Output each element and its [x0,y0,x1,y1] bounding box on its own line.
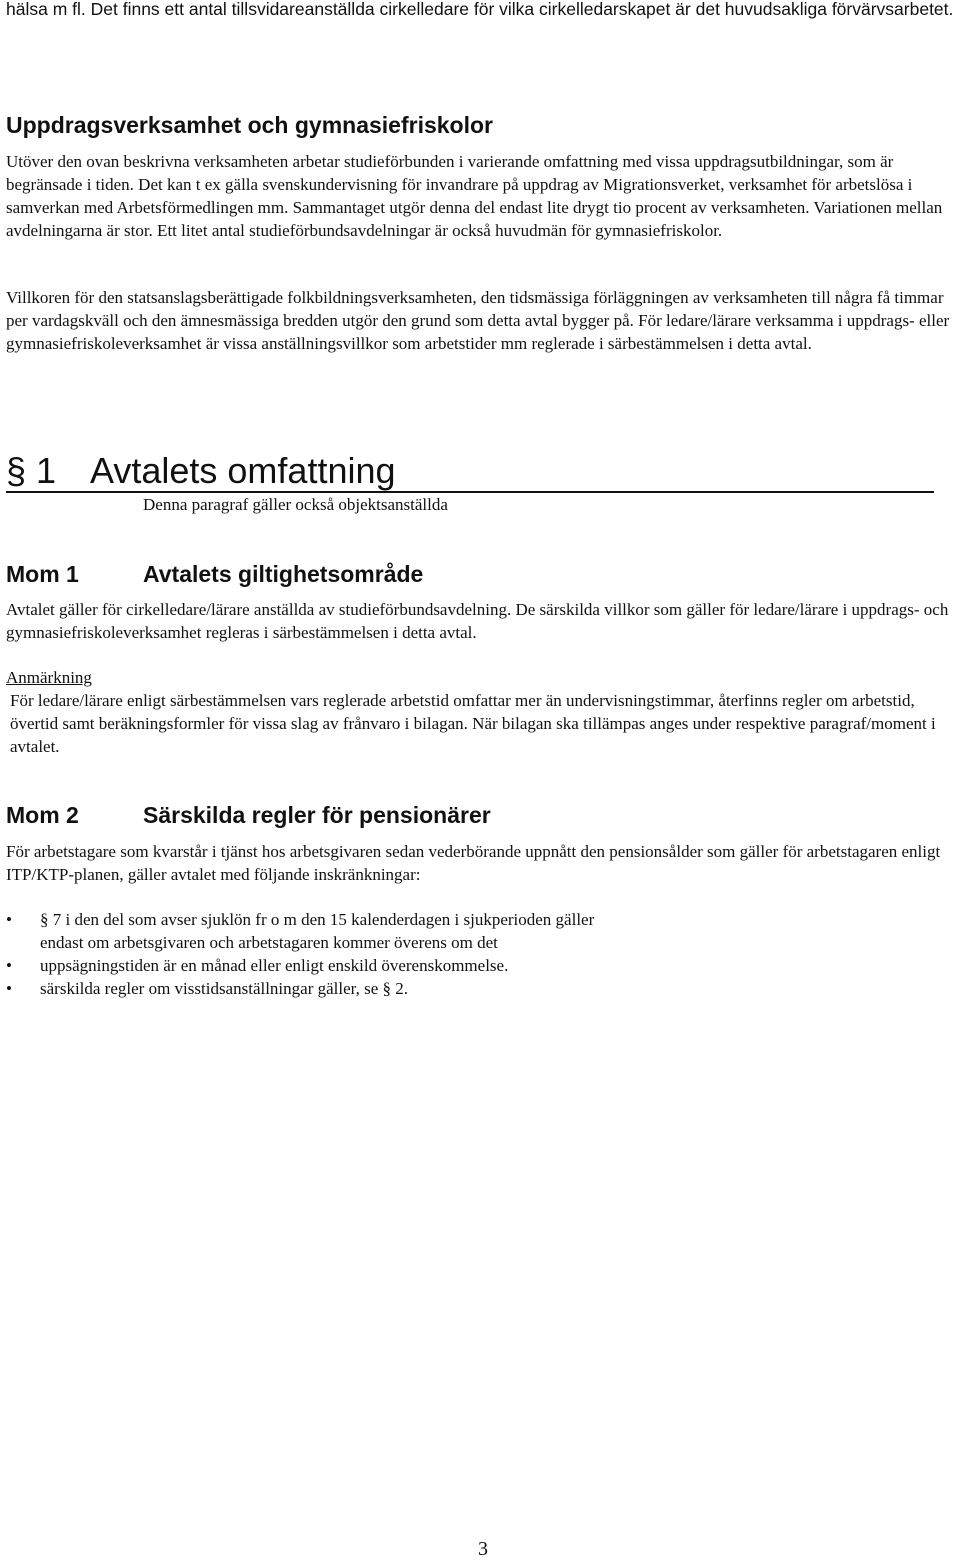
mom-label: Mom 2 [6,802,79,828]
restrictions-list [6,908,706,1000]
mom-title: Särskilda regler för pensionärer [143,802,491,828]
note-label: Anmärkning [6,668,92,687]
paragraph-heading [6,451,934,493]
section-heading: Uppdragsverksamhet och gymnasiefriskolor [6,112,493,138]
intro-paragraph: hälsa m fl. Det finns ett antal tillsvidareanställda cirkelledare för vilka cirkelledarskapet är det huvudsakliga förvärvsarbetet. [6,0,954,19]
paragraph-number: § 1 [6,450,57,491]
list-item-text: särskilda regler om visstidsanställningar gäller, se § 2. [40,979,409,998]
bullet-icon: • [6,979,12,998]
paragraph-title: Avtalets omfattning [90,450,396,491]
bullet-icon: • [6,956,12,975]
mom-title: Avtalets giltighetsområde [143,561,424,587]
note-text: För ledare/lärare enligt särbestämmelsen vars reglerade arbetstid omfattar mer än undervisningstimmar, återfinns regler om arbetstid, övertid samt beräkningsformler för vissa slag av frånvaro i bilagan. När bilagan ska tillämpas anges under respektive paragraf/moment i avtalet. [10,691,936,756]
mom-text: Avtalet gäller för cirkelledare/lärare anställda av studieförbundsavdelning. De särskilda villkor som gäller för ledare/lärare i uppdrags- och gymnasiefriskoleverksamhet regleras i särbestämmelsen i detta avtal. [6,600,949,642]
paragraph-subtitle: Denna paragraf gäller också objektsanställda [143,495,448,514]
bullet-icon: • [6,910,12,929]
list-item [6,908,620,954]
mom-label: Mom 1 [6,561,79,587]
list-item [6,954,706,977]
page-number: 3 [478,1538,488,1560]
list-item-text: uppsägningstiden är en månad eller enligt enskild överenskommelse. [40,956,509,975]
mom-text: För arbetstagare som kvarstår i tjänst hos arbetsgivaren sedan vederbörande uppnått den pensionsålder som gäller för arbetstagaren enligt ITP/KTP-planen, gäller avtalet med följande inskränkningar: [6,842,941,884]
list-item-text: § 7 i den del som avser sjuklön fr o m den 15 kalenderdagen i sjukperioden gäller endast om arbetsgivaren och arbetstagaren kommer överens om det [40,910,595,952]
list-item [6,977,706,1000]
body-paragraph: Villkoren för den statsanslagsberättigade folkbildningsverksamheten, den tidsmässiga förläggningen av verksamheten till några få timmar per vardagskväll och den ämnesmässiga bredden utgör den grund som detta avtal bygger på. För ledare/lärare verksamma i uppdrags- eller gymnasiefriskoleverksamhet är vissa anställningsvillkor som arbetstider mm reglerade i särbestämmelsen i detta avtal. [6,288,950,353]
body-paragraph: Utöver den ovan beskrivna verksamheten arbetar studieförbunden i varierande omfattning med vissa uppdragsutbildningar, som är begränsade i tiden. Det kan t ex gälla svenskundervisning för invandrare på uppdrag av Migrationsverket, verksamhet för arbetslösa i samverkan med Arbetsförmedlingen mm. Sammantaget utgör denna del endast lite drygt tio procent av verksamheten. Variationen mellan avdelningarna är stor. Ett litet antal studieförbundsavdelningar är också huvudmän för gymnasiefriskolor. [6,152,943,240]
